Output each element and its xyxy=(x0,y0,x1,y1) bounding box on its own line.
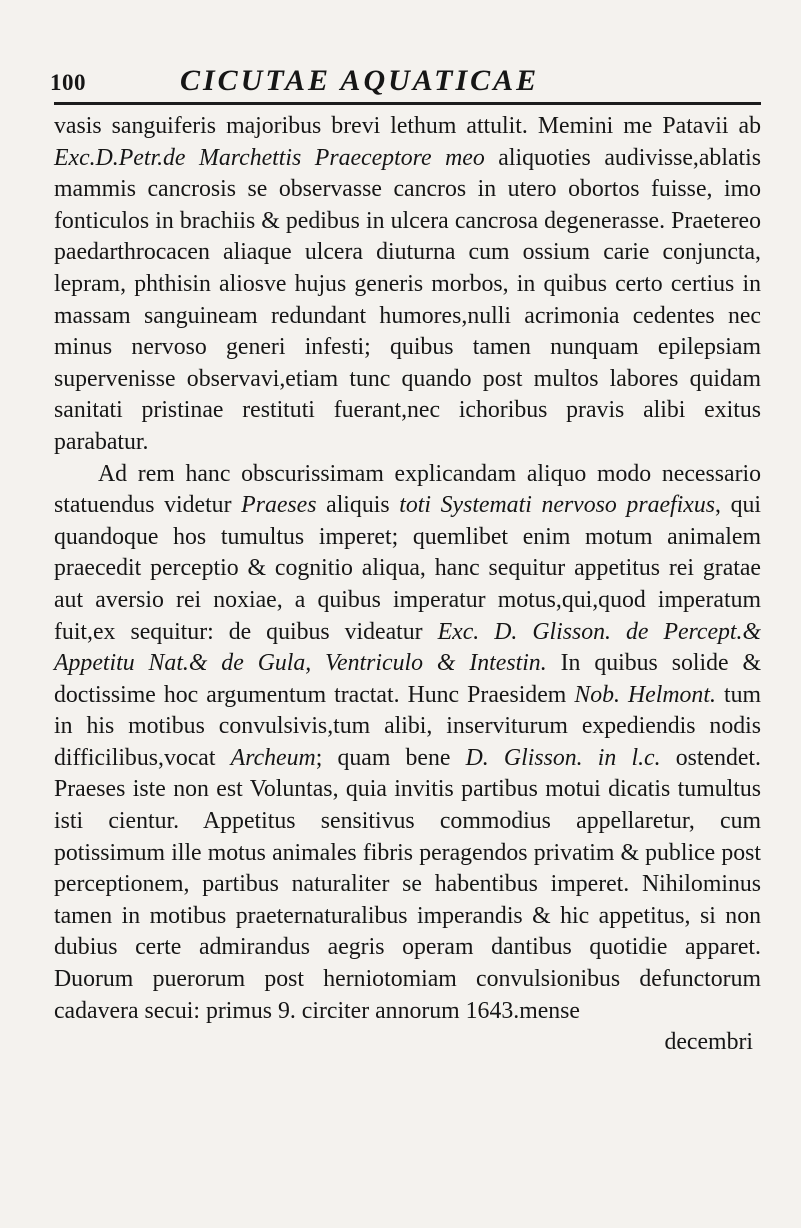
paragraph-2-text-2: aliquis xyxy=(316,492,400,519)
catchword: decembri xyxy=(664,1029,753,1056)
citation-glisson-appetitu: Exc. D. Glisson. de Percept.& Appetitu Nat.& de Gula, Ventriculo & Intestin. xyxy=(54,618,762,677)
paragraph-2-text-1: Ad rem hanc obscurissimam explicandam aliquo modo necessario statuendus videtur xyxy=(54,460,761,519)
page-number: 100 xyxy=(50,70,86,95)
body-text xyxy=(54,111,761,1059)
paragraph-2-text-5: tum in his motibus convulsivis,tum alibi, inserviturum expediendis nodis difficilibus,vocat xyxy=(54,681,761,771)
paragraph-2-text-3: , qui quandoque hos tumultus imperet; quemlibet enim motum animalem praecedit perceptio & cognitio aliqua, hanc sequitur appetitus rei gratae aut aversio rei noxiae, a quibus imperatur motus,qui,quod imperatum fuit,ex sequitur: de quibus videatur xyxy=(54,492,761,645)
citation-marchettis: Exc.D.Petr.de Marchettis Praeceptore meo xyxy=(54,144,485,171)
citation-glisson-lc: D. Glisson. in l.c. xyxy=(465,744,661,771)
running-title: CICUTAE AQUATICAE xyxy=(180,64,540,97)
citation-helmont: Nob. Helmont. xyxy=(574,681,716,708)
paragraph-1-text-2: aliquoties audivisse,ablatis mammis cancrosis se observasse cancros in utero obortos fuisse, imo fonticulos in brachiis & pedibus in ulcera cancrosa degenerasse. Praetereo paedarthrocacen aliaque ulcera diuturna cum ossium carie conjuncta, lepram, phthisin aliosve hujus generis morbos, in quibus certo certius in massam sanguineam redundant humores,nulli acrimonia cedentes nec minus nervoso generi infesti; quibus tamen nunquam epilepsiam supervenisse observavi,etiam tunc quando post multos labores quidam sanitati pristinae restituti fuerant,nec ichoribus pravis alibi exitus parabatur. xyxy=(54,144,761,455)
term-systemati-nervoso: toti Systemati nervoso praefixus xyxy=(399,492,715,519)
paragraph-1-text-1: vasis sanguiferis majoribus brevi lethum attulit. Memini me Patavii ab xyxy=(54,113,761,139)
paragraph-2-text-7: ostendet. Praeses iste non est Voluntas, quia invitis partibus motui dicatis tumultus isti cientur. Appetitus sensitivus commodius appellaretur, cum potissimum ille motus animales fibris peragendos privatim & publice post perceptionem, partibus naturaliter se habentibus imperet. Nihilominus tamen in motibus praeternaturalibus imperandis & hic appetitus, si non dubius certe admirandus aegris operam dantibus quotidie apparet. Duorum puerorum post herniotomiam convulsionibus defunctorum cadavera secui: primus 9. circiter annorum 1643.mense xyxy=(54,744,761,1024)
paragraph-2 xyxy=(54,459,761,1028)
running-head xyxy=(50,62,761,105)
paragraph-1 xyxy=(54,111,761,459)
term-praeses: Praeses xyxy=(241,492,317,519)
paragraph-2-text-4: In quibus solide & doctissime hoc argumentum tractat. Hunc Praesidem xyxy=(54,650,761,708)
paragraph-2-text-6: ; quam bene xyxy=(315,744,466,771)
term-archeum: Archeum xyxy=(230,744,316,771)
